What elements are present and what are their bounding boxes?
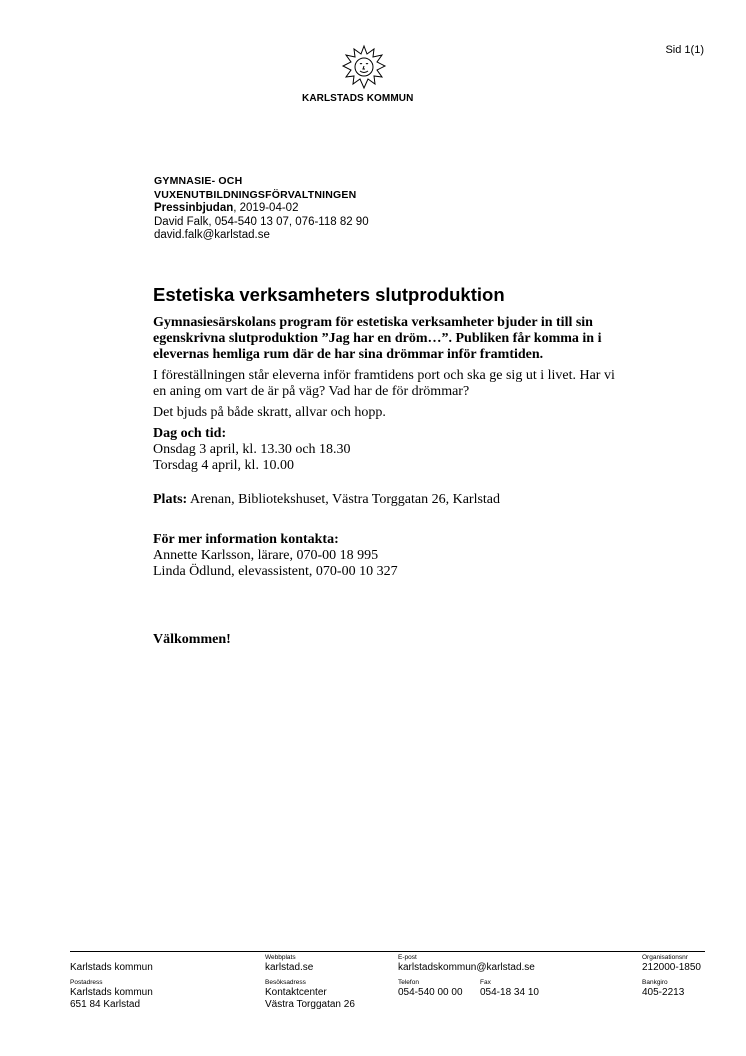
footer-fax <box>480 979 539 999</box>
footer-visit-line-1: Kontaktcenter <box>265 987 327 998</box>
footer-web-label: Webbplats <box>265 954 296 961</box>
paragraph-2: Det bjuds på både skratt, allvar och hopp. <box>153 405 386 420</box>
info-line-1: Annette Karlsson, lärare, 070-00 18 995 <box>153 548 379 563</box>
info-label: För mer information kontakta: <box>153 532 339 547</box>
when-line-1: Onsdag 3 april, kl. 13.30 och 18.30 <box>153 442 351 457</box>
department-line-1: GYMNASIE- OCH <box>154 175 243 187</box>
footer-phone-label: Telefon <box>398 979 419 986</box>
footer-bankgiro <box>642 979 684 999</box>
place-value: Arenan, Bibliotekshuset, Västra Torggatan 26, Karlstad <box>187 492 501 507</box>
footer-postal-line-1: Karlstads kommun <box>70 987 153 998</box>
footer-web <box>265 954 313 974</box>
footer-postal-label: Postadress <box>70 979 103 986</box>
sender-block <box>154 175 369 243</box>
footer-visit <box>265 979 355 1010</box>
organization-name: KARLSTADS KOMMUN <box>302 93 414 104</box>
body-text <box>153 315 623 648</box>
footer-postal <box>70 979 153 1010</box>
paragraph-1: I föreställningen står eleverna inför framtidens port och ska ge sig ut i livet. Har vi en aning om vart de är på väg? Vad har de för drömmar? <box>153 368 615 399</box>
footer-fax-label: Fax <box>480 979 491 986</box>
footer-bankgiro-label: Bankgiro <box>642 979 668 986</box>
footer-bankgiro-value: 405-2213 <box>642 987 685 998</box>
lead-paragraph: Gymnasiesärskolans program för estetiska verksamheter bjuder in till sin egenskrivna slutproduktion ”Jag har en dröm…”. Publiken får komma in i elevernas hemliga rum där de har sina drömmar inför framtiden. <box>153 315 602 362</box>
footer-name: Karlstads kommun <box>70 962 153 973</box>
footer-visit-label: Besöksadress <box>265 979 306 986</box>
footer-visit-line-2: Västra Torggatan 26 <box>265 998 355 1010</box>
when-line-2: Torsdag 4 april, kl. 10.00 <box>153 458 294 473</box>
footer-orgnr-label: Organisationsnr <box>642 954 688 961</box>
welcome-text: Välkommen! <box>153 632 231 647</box>
place-label: Plats: <box>153 492 188 507</box>
footer-fax-value: 054-18 34 10 <box>480 987 539 998</box>
place-line <box>153 492 623 508</box>
doc-type: Pressinbjudan <box>154 202 234 214</box>
footer-web-value[interactable]: karlstad.se <box>265 962 314 973</box>
footer-email <box>398 954 535 974</box>
contact-line: David Falk, 054-540 13 07, 076-118 82 90 <box>154 215 369 228</box>
page-number: Sid 1(1) <box>665 44 704 56</box>
doc-date: , 2019-04-02 <box>233 202 299 214</box>
footer-email-label: E-post <box>398 954 417 961</box>
sun-logo-icon <box>340 44 388 92</box>
contact-email[interactable]: david.falk@karlstad.se <box>154 229 270 241</box>
footer-email-value[interactable]: karlstadskommun@karlstad.se <box>398 962 535 973</box>
footer-phone <box>398 979 463 999</box>
footer-orgnr <box>642 954 701 974</box>
department-line-2: VUXENUTBILDNINGSFÖRVALTNINGEN <box>154 188 357 201</box>
info-line-2: Linda Ödlund, elevassistent, 070-00 10 327 <box>153 564 398 579</box>
doc-type-line <box>154 202 369 216</box>
footer-postal-line-2: 651 84 Karlstad <box>70 998 141 1010</box>
footer-phone-value: 054-540 00 00 <box>398 987 463 998</box>
when-label: Dag och tid: <box>153 426 227 441</box>
footer-orgnr-value: 212000-1850 <box>642 962 701 973</box>
headline: Estetiska verksamheters slutproduktion <box>153 284 505 305</box>
footer-divider <box>70 951 705 952</box>
